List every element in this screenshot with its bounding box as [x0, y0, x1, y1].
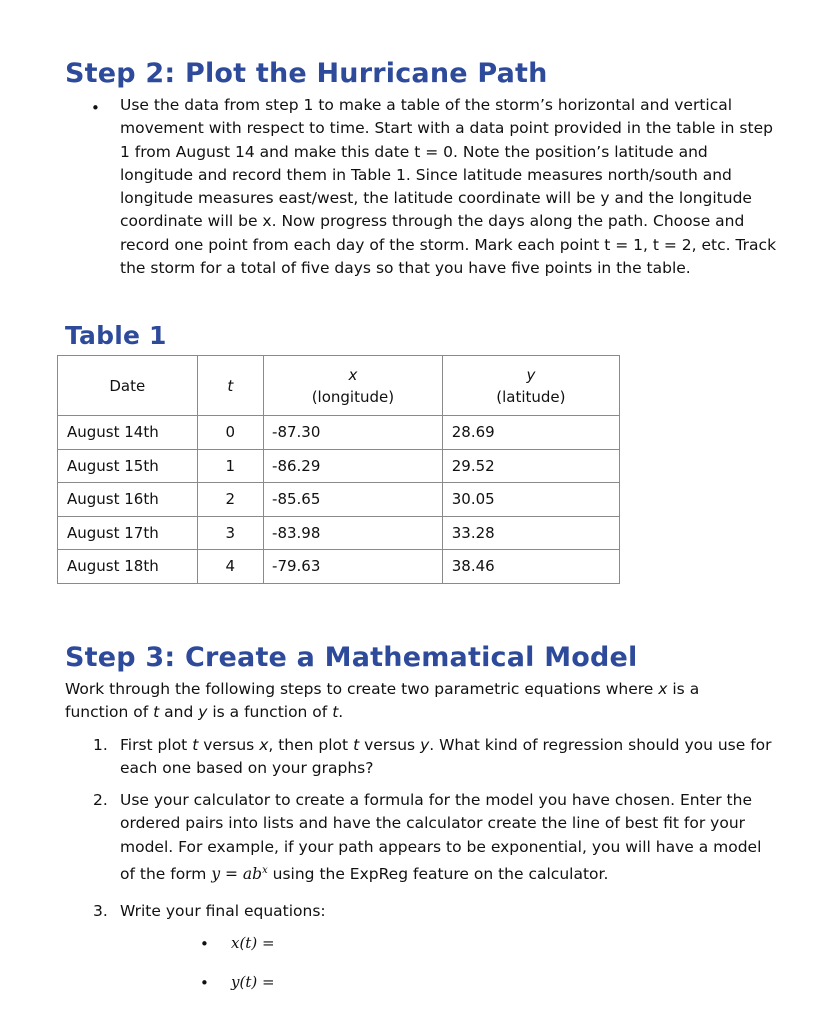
equation-y: y(t) =	[231, 973, 275, 991]
cell-t: 3	[197, 516, 263, 550]
cell-y: 29.52	[442, 449, 619, 483]
cell-x: -83.98	[264, 516, 443, 550]
list-item-2	[120, 789, 780, 886]
list-item-3: Write your final equations:	[120, 902, 326, 920]
cell-y: 30.05	[442, 483, 619, 517]
header-x	[264, 356, 443, 416]
item-var-t: t	[192, 736, 199, 754]
item-text: using the ExpReg feature on the calculator.	[267, 865, 609, 884]
table1-heading: Table 1	[65, 321, 167, 350]
step3-heading: Step 3: Create a Mathematical Model	[65, 642, 638, 673]
table-row	[58, 449, 620, 483]
intro-var-t: t	[332, 703, 339, 722]
table-row	[58, 516, 620, 550]
cell-x: -86.29	[264, 449, 443, 483]
item-text: , then plot	[268, 736, 354, 754]
header-date: Date	[58, 356, 198, 416]
list-number: 1.	[93, 736, 108, 754]
bullet-icon: •	[91, 99, 100, 117]
cell-date: August 15th	[58, 449, 198, 483]
intro-text: is a function of	[65, 680, 700, 722]
header-y-var: y	[526, 365, 536, 384]
cell-x: -79.63	[264, 550, 443, 584]
cell-date: August 18th	[58, 550, 198, 584]
cell-t: 4	[197, 550, 263, 584]
item-var-x: x	[259, 736, 269, 754]
cell-t: 2	[197, 483, 263, 517]
step3-intro	[65, 678, 765, 725]
cell-y: 28.69	[442, 416, 619, 450]
cell-y: 38.46	[442, 550, 619, 584]
header-x-var: x	[348, 365, 358, 384]
cell-date: August 16th	[58, 483, 198, 517]
item-text: . What kind of regression should you use for each one based on your graphs?	[120, 736, 772, 778]
intro-text: Work through the following steps to create two parametric equations where	[65, 680, 659, 698]
item-text: versus	[198, 736, 260, 754]
step2-heading: Step 2: Plot the Hurricane Path	[65, 58, 548, 89]
equation-x: x(t) =	[231, 934, 275, 952]
list-item-1	[120, 734, 780, 781]
item-text: First plot	[120, 736, 193, 754]
intro-var-x: x	[658, 680, 668, 698]
header-y	[442, 356, 619, 416]
cell-y: 33.28	[442, 516, 619, 550]
bullet-icon: •	[200, 935, 209, 953]
item-var-y: y	[420, 736, 430, 754]
cell-x: -85.65	[264, 483, 443, 517]
intro-var-y: y	[198, 703, 208, 722]
intro-text: is a function of	[207, 703, 333, 722]
intro-text: .	[338, 703, 344, 722]
intro-var-t: t	[153, 703, 160, 722]
cell-x: -87.30	[264, 416, 443, 450]
cell-t: 1	[197, 449, 263, 483]
item-text: versus	[359, 736, 421, 754]
table-row	[58, 416, 620, 450]
formula: y = ab	[211, 865, 263, 884]
header-x-sub: (longitude)	[311, 387, 395, 406]
cell-date: August 17th	[58, 516, 198, 550]
cell-date: August 14th	[58, 416, 198, 450]
header-y-sub: (latitude)	[496, 387, 566, 406]
data-table	[57, 355, 620, 584]
header-t: t	[197, 356, 263, 416]
list-number: 2.	[93, 791, 108, 809]
item-text: Use your calculator to create a formula for the model you have chosen. Enter the ordered pairs into lists and have the calculator create the line of best fit for your model. For example, if your path appears to be exponential, you will have a model of the form	[120, 791, 762, 884]
table-row	[58, 483, 620, 517]
table-row	[58, 550, 620, 584]
item-var-t: t	[353, 736, 360, 754]
step2-bullet-text: Use the data from step 1 to make a table of the storm’s horizontal and vertical movement with respect to time. Start with a data point provided in the table in step 1 from August 14 and make this date t = 0. Note the position’s latitude and longitude and record them in Table 1. Since latitude measures north/south and longitude measures east/west, the latitude coordinate will be y and the longitude coordinate will be x. Now progress through the days along the path. Choose and record one point from each day of the storm. Mark each point t = 1, t = 2, etc. Track the storm for a total of five days so that you have five points in the table.	[120, 96, 777, 278]
intro-text: and	[159, 703, 199, 722]
cell-t: 0	[197, 416, 263, 450]
formula-exponent: x	[262, 864, 268, 876]
table-header-row	[58, 356, 620, 416]
bullet-icon: •	[200, 974, 209, 992]
list-number: 3.	[93, 902, 108, 920]
